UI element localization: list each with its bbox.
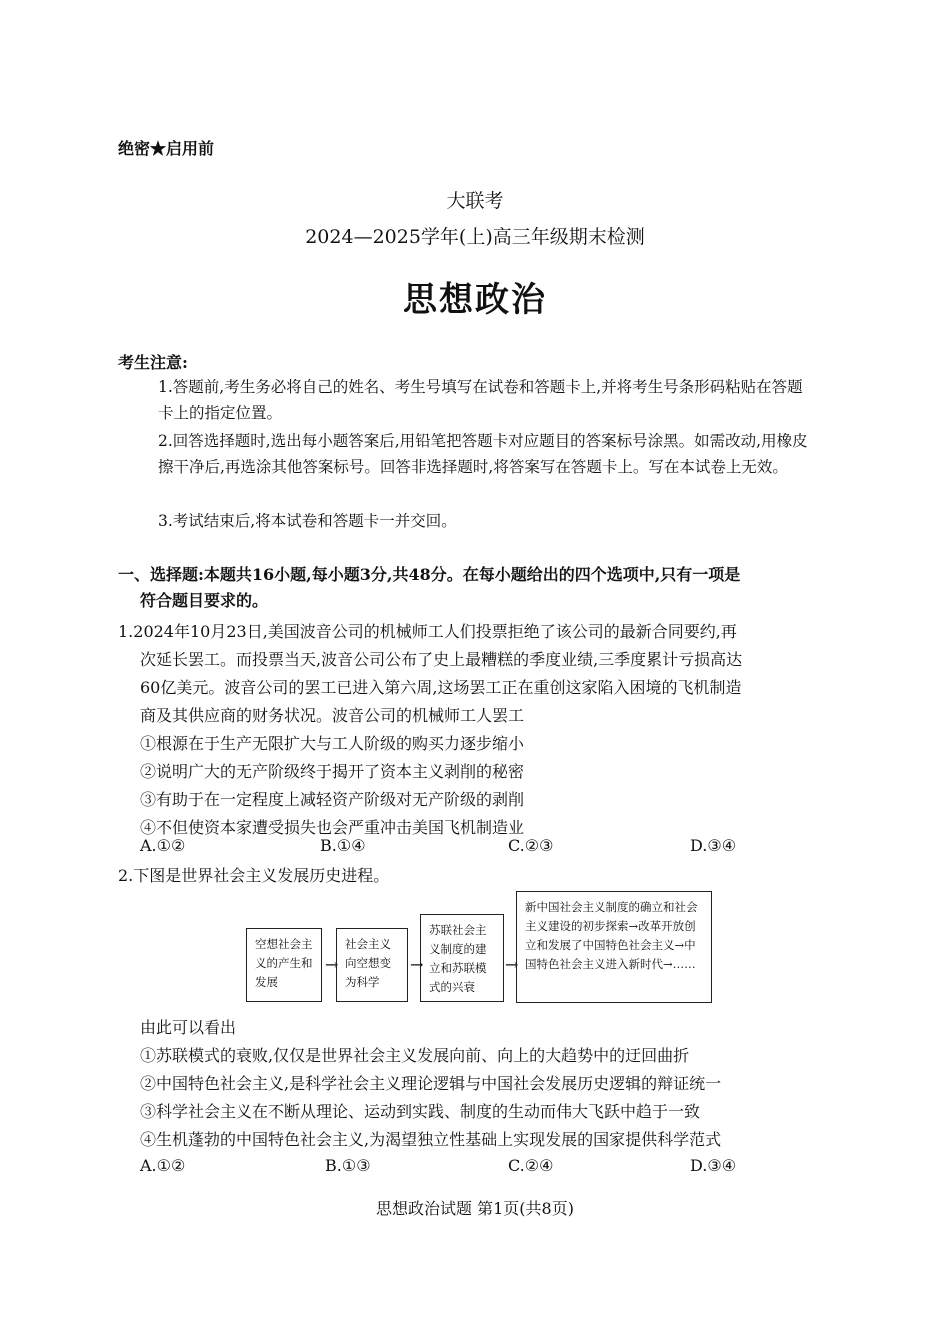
question-1-statement: ②说明广大的无产阶级终于揭开了资本主义剥削的秘密	[140, 762, 525, 781]
question-2-choice-c[interactable]: C.②④	[508, 1156, 554, 1175]
exam-title: 2024—2025学年(上)高三年级期末检测	[305, 226, 645, 248]
exam-name: 大联考	[446, 190, 504, 212]
stem-line: 60亿美元。波音公司的罢工已进入第六周,这场罢工正在重创这家陷入困境的飞机制造	[140, 678, 742, 697]
notice-title: 考生注意:	[118, 353, 188, 372]
flow-box-scientific: 社会主义向空想变为科学	[336, 928, 408, 1002]
question-1-choice-d[interactable]: D.③④	[690, 836, 737, 855]
stem-line: 1.2024年10月23日,美国波音公司的机械师工人们投票拒绝了该公司的最新合同要约,再	[118, 622, 737, 641]
question-2-statement: ②中国特色社会主义,是科学社会主义理论逻辑与中国社会发展历史逻辑的辩证统一	[140, 1074, 722, 1093]
arrow-right-icon: →	[410, 955, 424, 974]
question-1-choice-c[interactable]: C.②③	[508, 836, 554, 855]
question-2-statement: ④生机蓬勃的中国特色社会主义,为渴望独立性基础上实现发展的国家提供科学范式	[140, 1130, 722, 1149]
question-1-choice-b[interactable]: B.①④	[320, 836, 366, 855]
flow-box-china: 新中国社会主义制度的确立和社会主义建设的初步探索→改革开放创立和发展了中国特色社会主义→中国特色社会主义进入新时代→……	[516, 891, 712, 1003]
notice-item: 3.考试结束后,将本试卷和答题卡一并交回。	[158, 512, 457, 530]
notice-item: 1.答题前,考生务必将自己的姓名、考生号填写在试卷和答题卡上,并将考生号条形码粘贴在答题卡上的指定位置。	[158, 378, 803, 422]
arrow-right-icon: →	[505, 955, 519, 974]
question-2-lead: 由此可以看出	[140, 1018, 237, 1037]
question-2-statement: ①苏联模式的衰败,仅仅是世界社会主义发展向前、向上的大趋势中的迂回曲折	[140, 1046, 690, 1065]
question-1-statement: ③有助于在一定程度上减轻资产阶级对无产阶级的剥削	[140, 790, 525, 809]
section-heading	[118, 562, 818, 614]
question-1-choice-a[interactable]: A.①②	[140, 836, 186, 855]
stem-line: 商及其供应商的财务状况。波音公司的机械师工人罢工	[140, 706, 525, 725]
question-2-stem: 2.下图是世界社会主义发展历史进程。	[118, 866, 390, 885]
question-1-statement: ④不但使资本家遭受损失也会严重冲击美国飞机制造业	[140, 818, 525, 837]
flow-box-utopian: 空想社会主义的产生和发展	[246, 928, 322, 1002]
page-footer: 思想政治试题 第1页(共8页)	[376, 1199, 574, 1218]
stem-line: 次延长罢工。而投票当天,波音公司公布了史上最糟糕的季度业绩,三季度累计亏损高达	[140, 650, 743, 669]
question-2-choice-b[interactable]: B.①③	[325, 1156, 371, 1175]
notice-item: 2.回答选择题时,选出每小题答案后,用铅笔把答题卡对应题目的答案标号涂黑。如需改动,用橡皮擦干净后,再选涂其他答案标号。回答非选择题时,将答案写在答题卡上。写在本试卷上无效。	[158, 432, 808, 476]
section-heading-line: 符合题目要求的。	[140, 591, 269, 610]
section-heading-line: 一、选择题:本题共16小题,每小题3分,共48分。在每小题给出的四个选项中,只有一项是	[118, 565, 741, 584]
flow-box-soviet: 苏联社会主义制度的建立和苏联模式的兴衰	[420, 914, 504, 1002]
question-2-statement: ③科学社会主义在不断从理论、运动到实践、制度的生动而伟大飞跃中趋于一致	[140, 1102, 701, 1121]
question-1-stem	[118, 618, 818, 730]
question-2-choice-d[interactable]: D.③④	[690, 1156, 737, 1175]
subject-title: 思想政治	[403, 280, 547, 320]
question-2-choice-a[interactable]: A.①②	[140, 1156, 186, 1175]
question-1-statement: ①根源在于生产无限扩大与工人阶级的购买力逐步缩小	[140, 734, 525, 753]
arrow-right-icon: →	[325, 955, 339, 974]
confidential-label: 绝密★启用前	[118, 139, 215, 158]
